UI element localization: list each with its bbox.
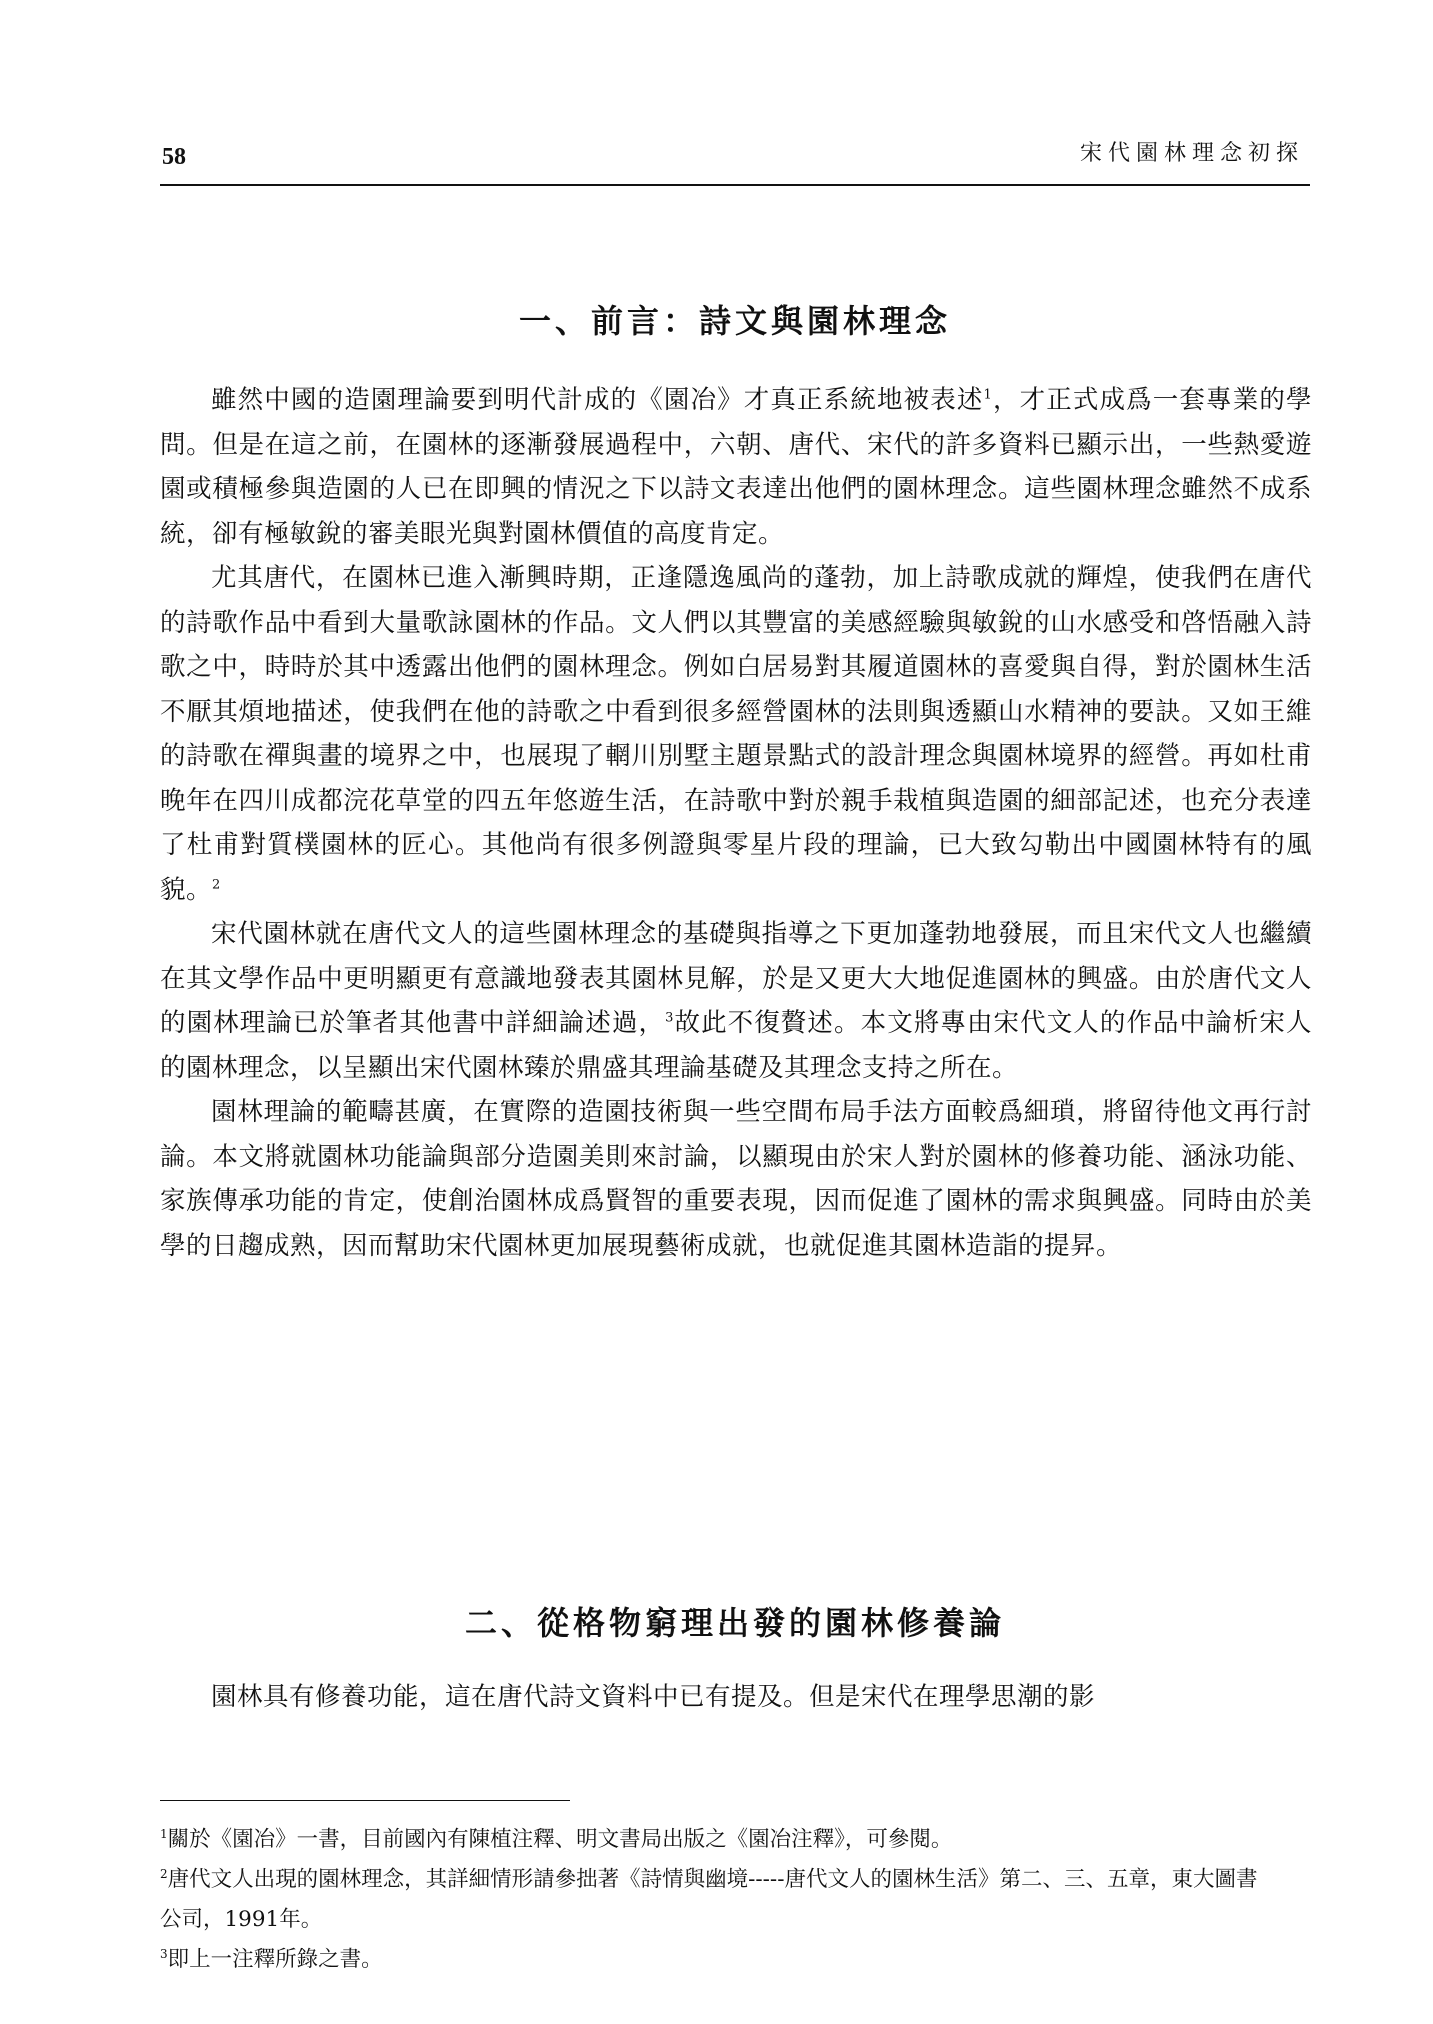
paragraph-text: 宋代園林就在唐代文人的這些園林理念的基礎與指導之下更加蓬勃地發展，而且宋代文人也繼續在其文學作品中更明顯更有意識地發表其園林見解，於是又更大大地促進園林的興盛。由於唐代文人的園林理論已於筆者其他書中詳細論述過， [160,919,1312,1038]
page-header [160,128,1310,186]
footnotes [160,1820,1260,1980]
footnote [160,1820,1260,1860]
paragraph [160,378,1312,556]
footnote-ref: 3 [665,1010,674,1026]
paragraph-text: 尤其唐代，在園林已進入漸興時期，正逢隱逸風尚的蓬勃，加上詩歌成就的輝煌，使我們在唐代的詩歌作品中看到大量歌詠園林的作品。文人們以其豐富的美感經驗與敏銳的山水感受和啓悟融入詩歌之中，時時於其中透露出他們的園林理念。例如白居易對其履道園林的喜愛與自得，對於園林生活不厭其煩地描述，使我們在他的詩歌之中看到很多經營園林的法則與透顯山水精神的要訣。又如王維的詩歌在禪與畫的境界之中，也展現了輞川別墅主題景點式的設計理念與園林境界的經營。再如杜甫晚年在四川成都浣花草堂的四五年悠遊生活，在詩歌中對於親手栽植與造園的細部記述，也充分表達了杜甫對質樸園林的匠心。其他尚有很多例證與零星片段的理論，已大致勾勒出中國園林特有的風貌。 [160,563,1312,905]
running-title: 宋代園林理念初探 [1079,141,1304,166]
footnote-mark: 1 [160,1826,168,1841]
paragraph [160,556,1312,912]
footnote [160,1940,1260,1980]
section-2-body [160,1675,1312,1720]
footnote-ref: 1 [983,387,993,403]
footnote-text: 關於《園冶》一書，目前國內有陳植注釋、明文書局出版之《園冶注釋》，可參閱。 [167,1827,953,1852]
footnote [160,1860,1260,1940]
footnote-separator [160,1800,570,1801]
footnote-mark: 2 [160,1866,168,1881]
paragraph-text: 雖然中國的造園理論要到明代計成的《園冶》才真正系統地被表述 [211,385,984,415]
paragraph-text: 園林理論的範疇甚廣，在實際的造園技術與一些空間布局手法方面較爲細瑣，將留待他文再行討論。本文將就園林功能論與部分造園美則來討論，以顯現由於宋人對於園林的修養功能、涵泳功能、家族傳承功能的肯定，使創治園林成爲賢智的重要表現，因而促進了園林的需求與興盛。同時由於美學的日趨成熟，因而幫助宋代園林更加展現藝術成就，也就促進其園林造詣的提昇。 [160,1097,1312,1261]
footnote-text: 即上一注釋所錄之書。 [167,1947,383,1972]
page-number: 58 [162,144,186,170]
paragraph-text: 故此不復贅述。本文將專由宋代文人的作品中論析宋人的園林理念，以呈顯出宋代園林臻於鼎盛其理論基礎及其理念支持之所在。 [160,1008,1312,1083]
footnote-mark: 3 [160,1946,168,1961]
paragraph [160,912,1312,1090]
section-1-body [160,378,1312,1268]
section-heading-1: 一、前言：詩文與園林理念 [518,302,951,340]
paragraph-text: ，才正式成爲一套專業的學問。但是在這之前，在園林的逐漸發展過程中，六朝、唐代、宋代的許多資料已顯示出，一些熱愛遊園或積極參與造園的人已在即興的情況之下以詩文表達出他們的園林理念。這些園林理念雖然不成系統，卻有極敏銳的審美眼光與對園林價值的高度肯定。 [160,385,1312,549]
section-heading-2: 二、從格物窮理出發的園林修養論 [464,1604,1005,1642]
paragraph [160,1675,1312,1720]
footnote-ref: 2 [212,877,221,892]
paragraph [160,1090,1312,1268]
footnote-text: 唐代文人出現的園林理念，其詳細情形請參拙著《詩情與幽境-----唐代文人的園林生活》第二、三、五章，東大圖書公司，1991年。 [160,1867,1258,1932]
paragraph-text: 園林具有修養功能，這在唐代詩文資料中已有提及。但是宋代在理學思潮的影 [211,1682,1096,1712]
